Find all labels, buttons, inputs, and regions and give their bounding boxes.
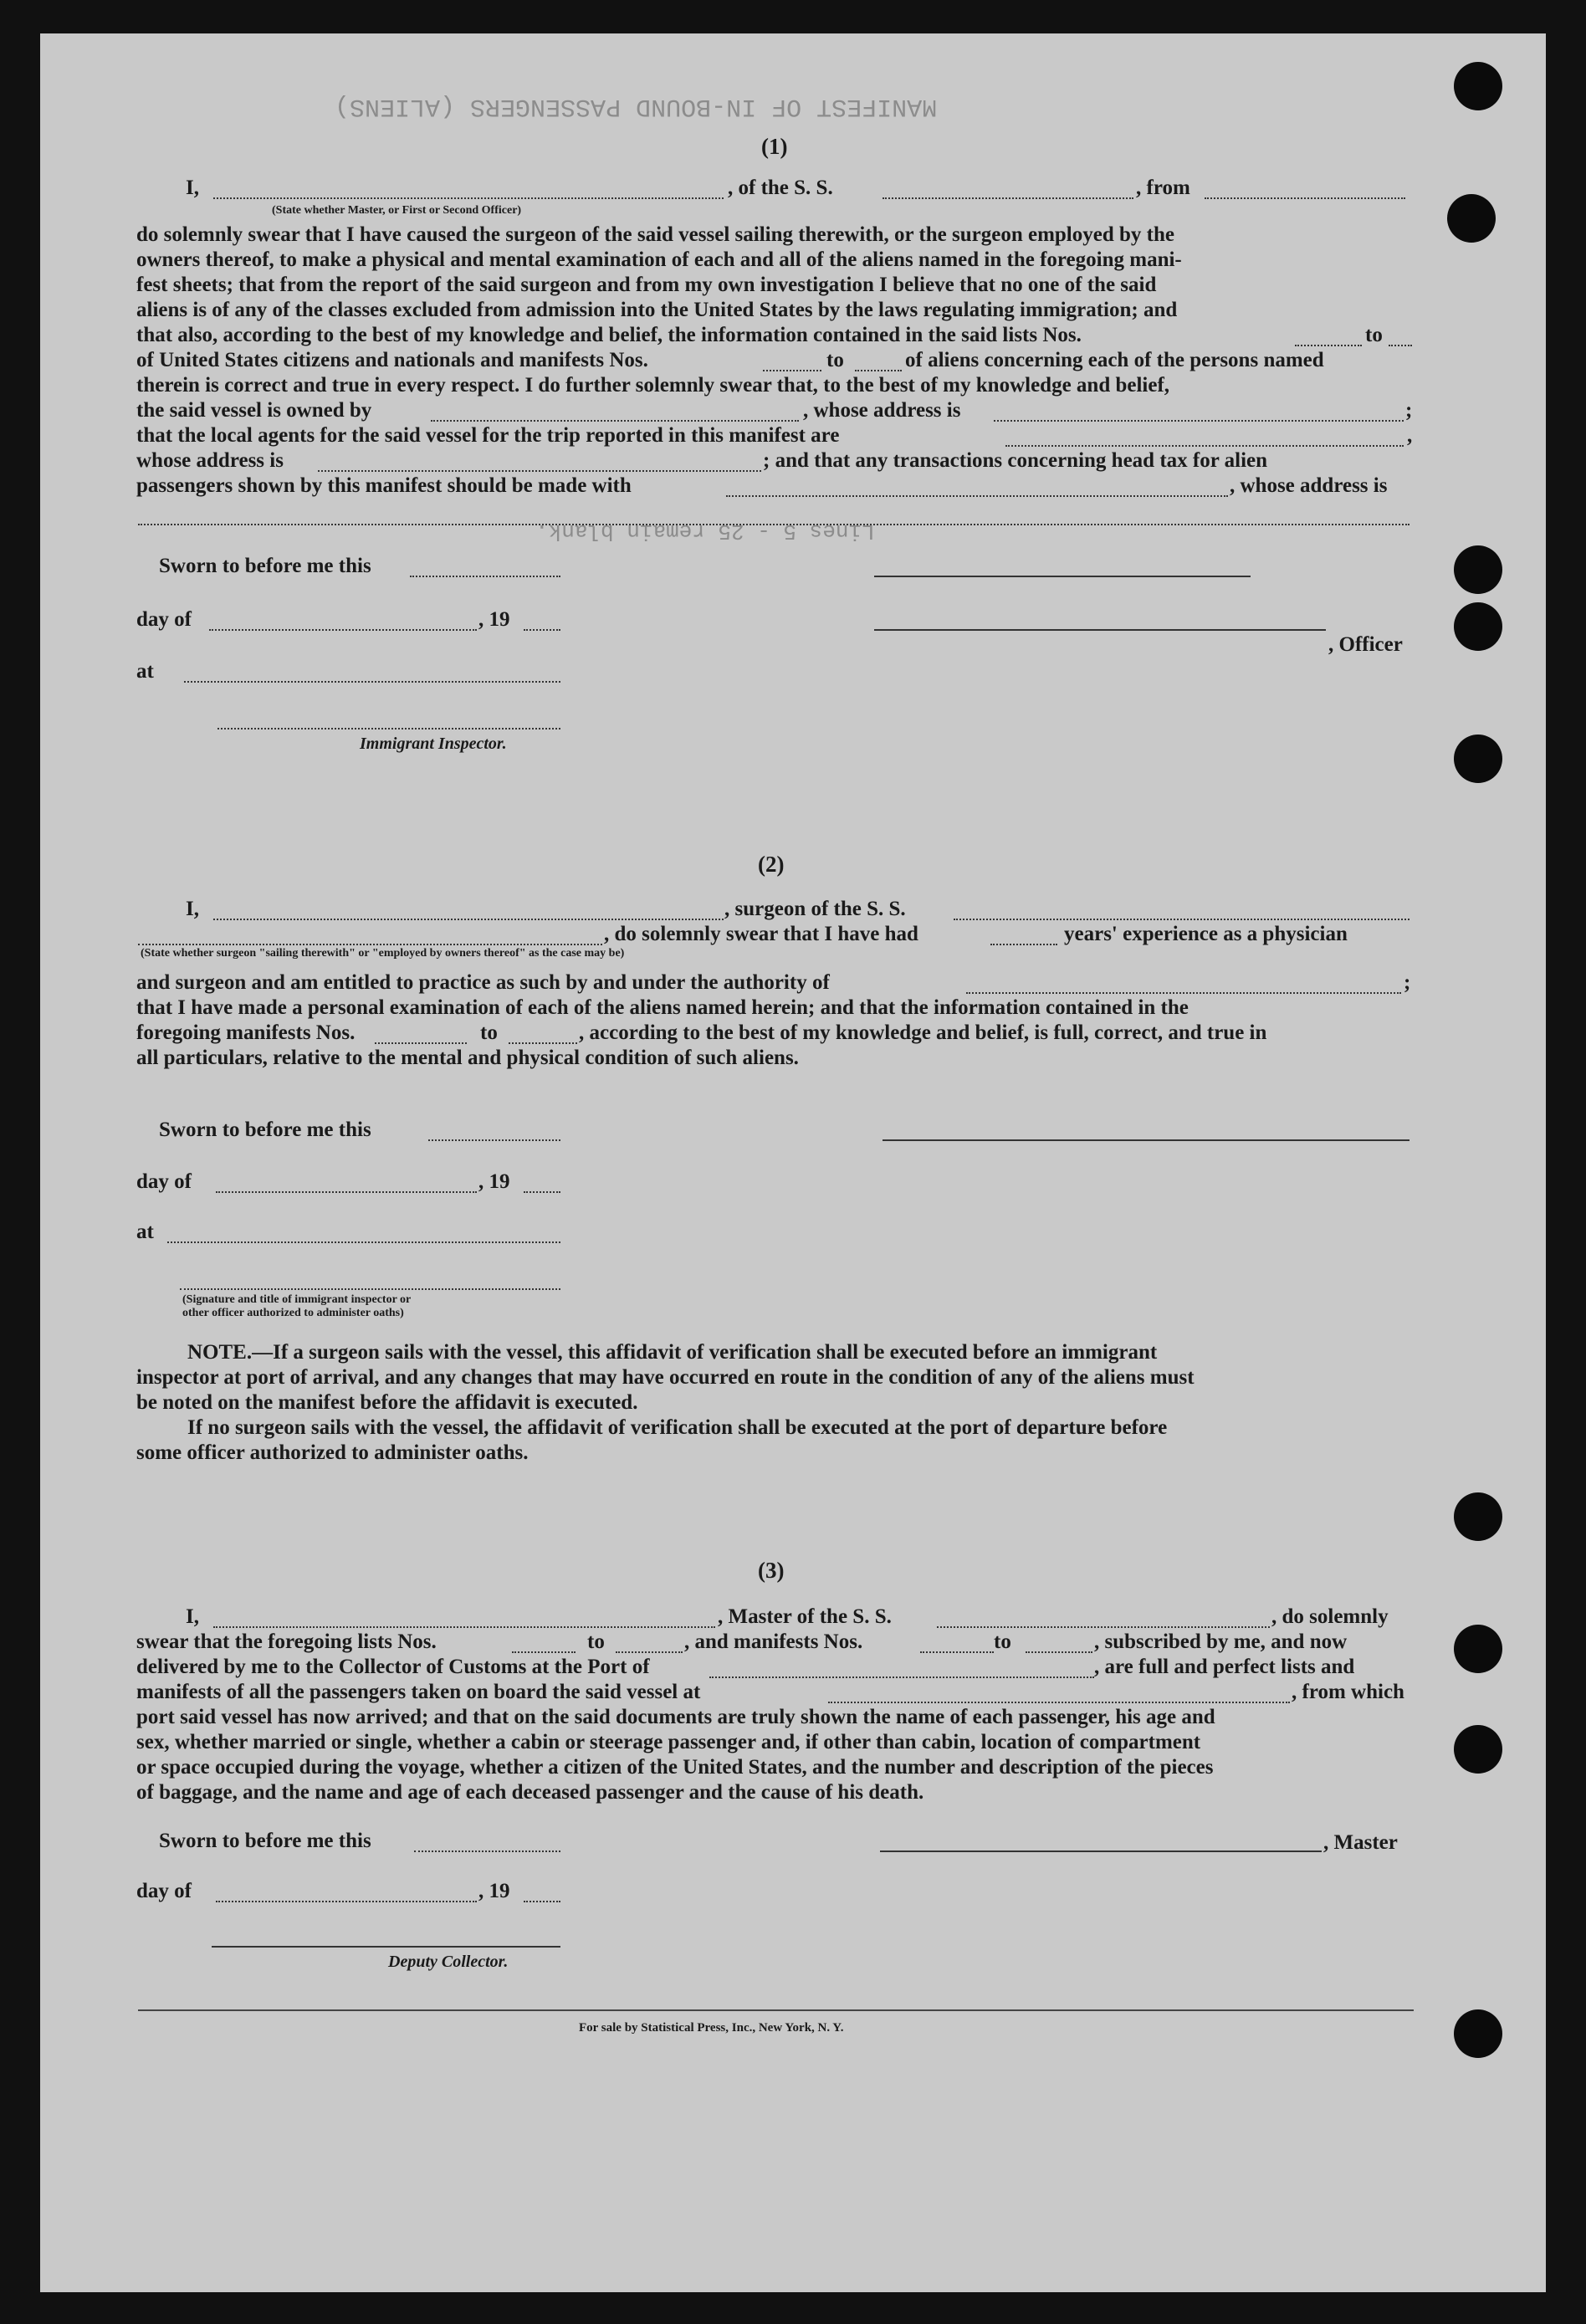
- s3-from-which: , from which: [1292, 1681, 1404, 1703]
- s1-passengers: passengers shown by this manifest should be made with: [136, 474, 632, 497]
- s2-manifests-to-field[interactable]: [509, 1042, 577, 1044]
- s1-to2: to: [826, 349, 844, 371]
- from-port-field[interactable]: [1205, 197, 1405, 199]
- authority-field[interactable]: [966, 992, 1401, 994]
- head-tax-agent-field[interactable]: [726, 495, 1228, 497]
- s1-text-line: that also, according to the best of my knowledge and belief, the information contained in the said lists Nos.: [136, 324, 1082, 346]
- s1-officer: , Officer: [1328, 633, 1403, 656]
- s1-officer-line[interactable]: [874, 629, 1326, 631]
- s3-lists-to-field[interactable]: [616, 1651, 683, 1653]
- s2-month-field[interactable]: [216, 1191, 477, 1193]
- s2-day-of: day of: [136, 1170, 192, 1193]
- s1-sworn-day-field[interactable]: [410, 576, 560, 577]
- punch-hole: [1454, 1625, 1502, 1673]
- s2-swear: , do solemnly swear that I have had: [604, 923, 918, 945]
- s3-sworn-day-field[interactable]: [414, 1850, 560, 1852]
- s3-master-signature-line[interactable]: [880, 1850, 1322, 1852]
- s2-note-line: some officer authorized to administer oaths.: [136, 1441, 529, 1464]
- s2-note-line: NOTE.—If a surgeon sails with the vessel, this affidavit of verification shall be executed before an immigrant: [187, 1341, 1158, 1364]
- owner-field[interactable]: [431, 420, 799, 422]
- s2-manifests-from-field[interactable]: [375, 1042, 467, 1044]
- s2-semicolon: ;: [1404, 971, 1411, 994]
- s1-whose-address-end: , whose address is: [1230, 474, 1388, 497]
- s3-text-line: port said vessel has now arrived; and that on the said documents are truly shown the name of each passenger, his age and: [136, 1706, 1215, 1728]
- s3-manifests-from-field[interactable]: [920, 1651, 994, 1653]
- s2-year-field[interactable]: [524, 1191, 560, 1193]
- surgeon-status-field[interactable]: [138, 944, 602, 945]
- footer-rule: [138, 2009, 1414, 2011]
- s1-owned-by: the said vessel is owned by: [136, 399, 372, 422]
- owner-address-field[interactable]: [994, 420, 1404, 422]
- s2-sworn-day-field[interactable]: [428, 1139, 560, 1141]
- s1-master-note: (State whether Master, or First or Second Officer): [272, 204, 522, 217]
- s2-note-line: If no surgeon sails with the vessel, the affidavit of verification shall be executed at the port of departure before: [187, 1416, 1168, 1439]
- punch-hole: [1454, 1492, 1502, 1541]
- punch-hole: [1454, 62, 1502, 110]
- s3-to2: to: [994, 1630, 1011, 1653]
- s2-text-line: all particulars, relative to the mental and physical condition of such aliens.: [136, 1047, 799, 1069]
- s1-agents: that the local agents for the said vessel for the trip reported in this manifest are: [136, 424, 840, 447]
- s3-delivered: delivered by me to the Collector of Customs at the Port of: [136, 1656, 650, 1678]
- s1-year: , 19: [478, 608, 510, 631]
- agents-field[interactable]: [1005, 445, 1404, 447]
- s3-text-line: sex, whether married or single, whether a cabin or steerage passenger and, if other than cabin, location of compartment: [136, 1731, 1201, 1753]
- punch-hole: [1454, 735, 1502, 783]
- s2-sworn: Sworn to before me this: [159, 1118, 371, 1141]
- s3-master: , Master: [1323, 1831, 1398, 1854]
- punch-hole: [1454, 1725, 1502, 1774]
- s2-inspector-signature[interactable]: [180, 1288, 560, 1290]
- s3-year-field[interactable]: [524, 1901, 560, 1902]
- s1-month-field[interactable]: [209, 629, 477, 631]
- punch-hole: [1454, 602, 1502, 651]
- s3-and-manifests: , and manifests Nos.: [684, 1630, 863, 1653]
- s3-month-field[interactable]: [216, 1901, 477, 1902]
- s3-deputy-label: Deputy Collector.: [388, 1953, 509, 1971]
- bleed-through-text: Lines 5 - 25 remain blank.: [535, 519, 875, 544]
- agents-address-field[interactable]: [318, 470, 761, 472]
- s3-year: , 19: [478, 1880, 510, 1902]
- s2-foregoing: foregoing manifests Nos.: [136, 1021, 356, 1044]
- s3-subscribed: , subscribed by me, and now: [1094, 1630, 1348, 1653]
- s2-sig-note: other officer authorized to administer oaths): [182, 1307, 404, 1319]
- years-experience-field[interactable]: [990, 944, 1057, 945]
- s1-citizens-b: of aliens concerning each of the persons named: [905, 349, 1324, 371]
- lists-from-field[interactable]: [1295, 345, 1362, 346]
- s2-authority: and surgeon and am entitled to practice as such by and under the authority of: [136, 971, 830, 994]
- s1-i: I,: [186, 177, 199, 199]
- s1-text-line: therein is correct and true in every respect. I do further solemnly swear that, to the best of my knowledge and belief,: [136, 374, 1170, 397]
- s3-vessel-field[interactable]: [937, 1626, 1270, 1628]
- s2-note-line: inspector at port of arrival, and any changes that may have occurred en route in the condition of any of the aliens must: [136, 1366, 1195, 1389]
- s2-sig-note: (Signature and title of immigrant inspector or: [182, 1293, 412, 1306]
- s1-inspector-signature[interactable]: [217, 728, 560, 729]
- s1-sworn: Sworn to before me this: [159, 555, 371, 577]
- s3-to: to: [587, 1630, 605, 1653]
- s1-comma: ,: [1407, 424, 1413, 447]
- manifests-from-field[interactable]: [763, 370, 821, 371]
- master-name-field[interactable]: [213, 197, 724, 199]
- s1-text-line: fest sheets; that from the report of the said surgeon and from my own investigation I believe that no one of the said: [136, 274, 1157, 296]
- bleed-through-text: MANIFEST OF IN-BOUND PASSENGERS (ALIENS): [335, 92, 938, 120]
- s1-whose-address-is: , whose address is: [803, 399, 961, 422]
- s2-i: I,: [186, 898, 199, 920]
- s2-surgeon-note: (State whether surgeon "sailing therewith" or "employed by owners thereof" as the case may be): [141, 947, 625, 960]
- s3-manifests-all: manifests of all the passengers taken on board the said vessel at: [136, 1681, 701, 1703]
- punch-hole: [1454, 2009, 1502, 2058]
- s1-text-line: owners thereof, to make a physical and mental examination of each and all of the aliens named in the foregoing mani-: [136, 248, 1182, 271]
- s2-place-field[interactable]: [167, 1241, 560, 1243]
- s2-years: years' experience as a physician: [1064, 923, 1348, 945]
- s1-head-tax: ; and that any transactions concerning head tax for alien: [763, 449, 1268, 472]
- s2-year: , 19: [478, 1170, 510, 1193]
- s1-at: at: [136, 660, 154, 683]
- s1-inspector-label: Immigrant Inspector.: [360, 735, 507, 753]
- punch-hole: [1447, 194, 1496, 243]
- s3-text-line: of baggage, and the name and age of each deceased passenger and the cause of his death.: [136, 1781, 924, 1804]
- s3-master-name-field[interactable]: [213, 1626, 715, 1628]
- s2-surgeon-of: , surgeon of the S. S.: [724, 898, 906, 920]
- s2-according: , according to the best of my knowledge and belief, is full, correct, and true in: [579, 1021, 1267, 1044]
- section-3-heading: (3): [758, 1558, 785, 1583]
- punch-hole: [1454, 545, 1502, 594]
- section-1-heading: (1): [761, 134, 788, 159]
- s1-text-line: do solemnly swear that I have caused the surgeon of the said vessel sailing therewith, or the surgeon employed by the: [136, 223, 1174, 246]
- s1-place-field[interactable]: [184, 681, 560, 683]
- s3-solemnly: , do solemnly: [1271, 1605, 1389, 1628]
- s3-lists-from-field[interactable]: [512, 1651, 576, 1653]
- s1-day-of: day of: [136, 608, 192, 631]
- section-2-heading: (2): [758, 852, 785, 877]
- s3-deputy-signature[interactable]: [212, 1946, 560, 1948]
- s2-vessel-field[interactable]: [954, 919, 1409, 920]
- s1-of-ss: , of the S. S.: [728, 177, 833, 199]
- s1-citizens: of United States citizens and nationals and manifests Nos.: [136, 349, 648, 371]
- s3-manifests-to-field[interactable]: [1026, 1651, 1092, 1653]
- s3-day-of: day of: [136, 1880, 192, 1902]
- s1-text-line: aliens is of any of the classes excluded from admission into the United States by the laws regulating immigration; and: [136, 299, 1178, 321]
- s1-semicolon: ;: [1405, 399, 1413, 422]
- s1-signature-line[interactable]: [874, 576, 1251, 577]
- s3-sworn: Sworn to before me this: [159, 1830, 371, 1852]
- s3-text-line: or space occupied during the voyage, whether a citizen of the United States, and the number and description of the pieces: [136, 1756, 1214, 1779]
- s2-to: to: [480, 1021, 498, 1044]
- vessel-name-field[interactable]: [883, 197, 1133, 199]
- s2-text-line: that I have made a personal examination of each of the aliens named herein; and that the information contained in the: [136, 996, 1189, 1019]
- s3-full-perfect: , are full and perfect lists and: [1094, 1656, 1355, 1678]
- s2-note-line: be noted on the manifest before the affidavit is executed.: [136, 1391, 638, 1414]
- port-field[interactable]: [709, 1676, 1094, 1678]
- s1-to: to: [1365, 324, 1383, 346]
- s3-master-of: , Master of the S. S.: [718, 1605, 892, 1628]
- s1-from: , from: [1136, 177, 1190, 199]
- s3-swear-lists: swear that the foregoing lists Nos.: [136, 1630, 437, 1653]
- lists-to-field[interactable]: [1389, 345, 1412, 346]
- s1-year-field[interactable]: [524, 629, 560, 631]
- head-tax-address-field[interactable]: [138, 524, 1409, 525]
- s2-at: at: [136, 1221, 154, 1243]
- s3-i: I,: [186, 1605, 199, 1628]
- s1-whose-address: whose address is: [136, 449, 284, 472]
- s2-signature-line[interactable]: [883, 1139, 1409, 1141]
- printer-footer: For sale by Statistical Press, Inc., New York, N. Y.: [579, 2021, 844, 2035]
- surgeon-name-field[interactable]: [213, 919, 724, 920]
- embark-port-field[interactable]: [828, 1702, 1290, 1703]
- manifests-to-field[interactable]: [855, 370, 902, 371]
